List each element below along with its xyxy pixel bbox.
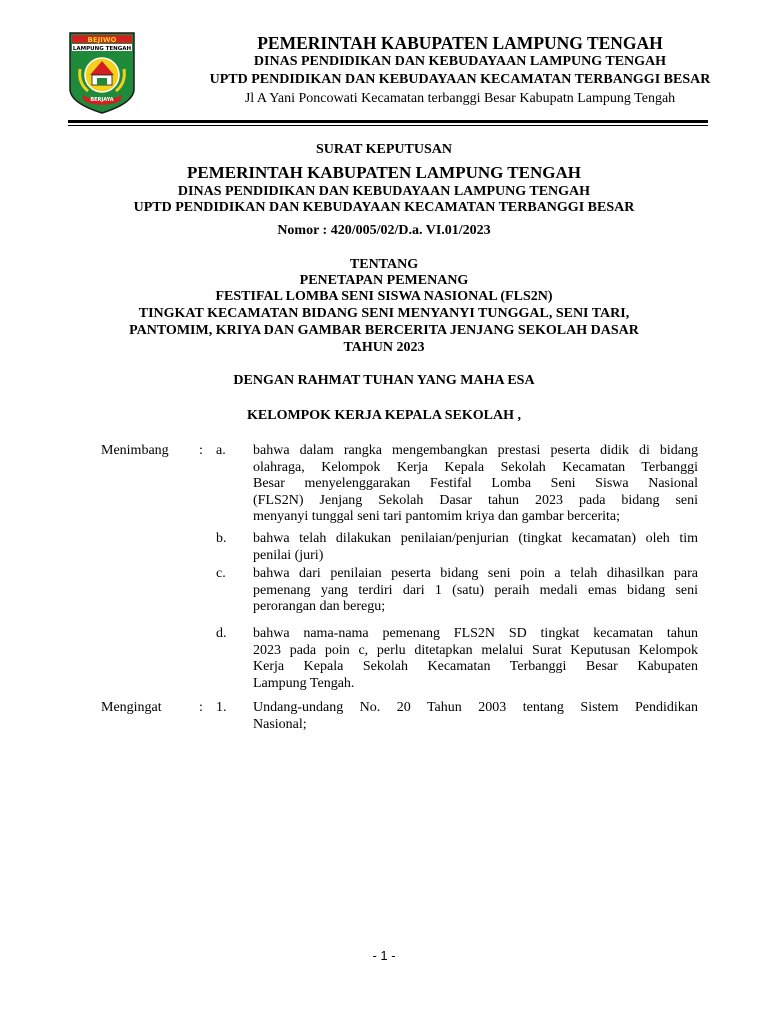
- decree-subject-line: TINGKAT KECAMATAN BIDANG SENI MENYANYI TUNGGAL, SENI TARI,: [138, 306, 630, 321]
- considering-item-a: [253, 443, 698, 526]
- page-number: - 1 -: [372, 948, 396, 963]
- decree-issuer-unit: UPTD PENDIDIKAN DAN KEBUDAYAAN KECAMATAN TERBANGGI BESAR: [133, 200, 635, 215]
- considering-item-d: [253, 626, 698, 692]
- paragraph-line: bahwa dalam rangka mengembangkan prestasi peserta didik di bidang: [253, 443, 698, 458]
- considering-item-b: [253, 531, 698, 564]
- recalling-item-1: [253, 700, 698, 733]
- paragraph-line: Undang-undang No. 20 Tahun 2003 tentang Sistem Pendidikan: [253, 700, 698, 715]
- decree-authority: KELOMPOK KERJA KEPALA SEKOLAH ,: [247, 408, 521, 423]
- paragraph-line: Nasional;: [253, 716, 307, 732]
- considering-item-c: [253, 566, 698, 616]
- logo-bottom-text: BERJAYA: [90, 97, 114, 103]
- letterhead-divider-thick: [68, 120, 708, 123]
- logo-top-text: BEJIWO: [87, 36, 117, 44]
- letterhead-address: Jl A Yani Poncowati Kecamatan terbanggi Besar Kabupatn Lampung Tengah: [244, 91, 676, 106]
- considering-colon: :: [199, 443, 203, 458]
- decree-subject-line: TAHUN 2023: [343, 340, 425, 355]
- decree-about: TENTANG: [349, 257, 419, 272]
- letterhead-unit: UPTD PENDIDIKAN DAN KEBUDAYAAN KECAMATAN TERBANGGI BESAR: [209, 72, 711, 87]
- regency-logo-emblem: [68, 31, 136, 115]
- paragraph-line: pemenang yang terdiri dari 1 (satu) peraih medali emas bidang seni: [253, 582, 698, 598]
- paragraph-line: Besar menyelenggarakan Festifal Lomba Seni Siswa Nasional: [253, 476, 698, 491]
- decree-issuer-government: PEMERINTAH KABUPATEN LAMPUNG TENGAH: [186, 163, 581, 182]
- recalling-label: Mengingat: [101, 700, 162, 715]
- decree-blessing: DENGAN RAHMAT TUHAN YANG MAHA ESA: [233, 373, 535, 388]
- paragraph-line: bahwa nama-nama pemenang FLS2N SD tingkat kecamatan tahun: [253, 626, 698, 641]
- paragraph-line: bahwa dari penilaian peserta bidang seni poin a telah dihasilkan para: [253, 566, 698, 581]
- decree-subject-line: PANTOMIM, KRIYA DAN GAMBAR BERCERITA JENJANG SEKOLAH DASAR: [129, 323, 639, 338]
- paragraph-line: menyanyi tunggal seni tari pantomim kriya dan gambar bercerita;: [253, 509, 620, 524]
- paragraph-line: bahwa telah dilakukan penilaian/penjurian (tingkat kecamatan) oleh tim: [253, 531, 698, 546]
- letterhead-office: DINAS PENDIDIKAN DAN KEBUDAYAAN LAMPUNG TENGAH: [253, 54, 667, 69]
- regency-logo: [68, 31, 136, 115]
- decree-subject-line: FESTIFAL LOMBA SENI SISWA NASIONAL (FLS2N): [215, 289, 553, 304]
- considering-label: Menimbang: [101, 443, 169, 458]
- logo-band-text: LAMPUNG TENGAH: [72, 46, 132, 52]
- considering-item-marker: b.: [216, 531, 227, 546]
- decree-title: SURAT KEPUTUSAN: [315, 142, 452, 157]
- decree-number: Nomor : 420/005/02/D.a. VI.01/2023: [277, 223, 491, 238]
- paragraph-line: 2023 pada poin c, perlu ditetapkan melalui Surat Keputusan Kelompok: [253, 642, 698, 658]
- considering-item-marker: c.: [216, 566, 226, 581]
- letterhead-government: PEMERINTAH KABUPATEN LAMPUNG TENGAH: [257, 33, 663, 53]
- paragraph-line: perorangan dan beregu;: [253, 599, 386, 614]
- decree-issuer-office: DINAS PENDIDIKAN DAN KEBUDAYAAN LAMPUNG TENGAH: [177, 184, 591, 199]
- paragraph-line: penilai (juri): [253, 547, 324, 563]
- paragraph-line: (FLS2N) Jenjang Sekolah Dasar tahun 2023 pada bidang seni: [253, 492, 698, 508]
- letterhead-divider-thin: [68, 125, 708, 126]
- decree-subject-line: PENETAPAN PEMENANG: [299, 273, 469, 288]
- paragraph-line: olahraga, Kelompok Kerja Kepala Sekolah Kecamatan Terbanggi: [253, 459, 698, 475]
- recalling-item-marker: 1.: [216, 700, 227, 715]
- considering-item-marker: d.: [216, 626, 227, 641]
- paragraph-line: Lampung Tengah.: [253, 675, 355, 691]
- recalling-colon: :: [199, 700, 203, 715]
- paragraph-line: Kerja Kepala Sekolah Kecamatan Terbanggi Besar Kabupaten: [253, 659, 698, 674]
- considering-item-marker: a.: [216, 443, 226, 458]
